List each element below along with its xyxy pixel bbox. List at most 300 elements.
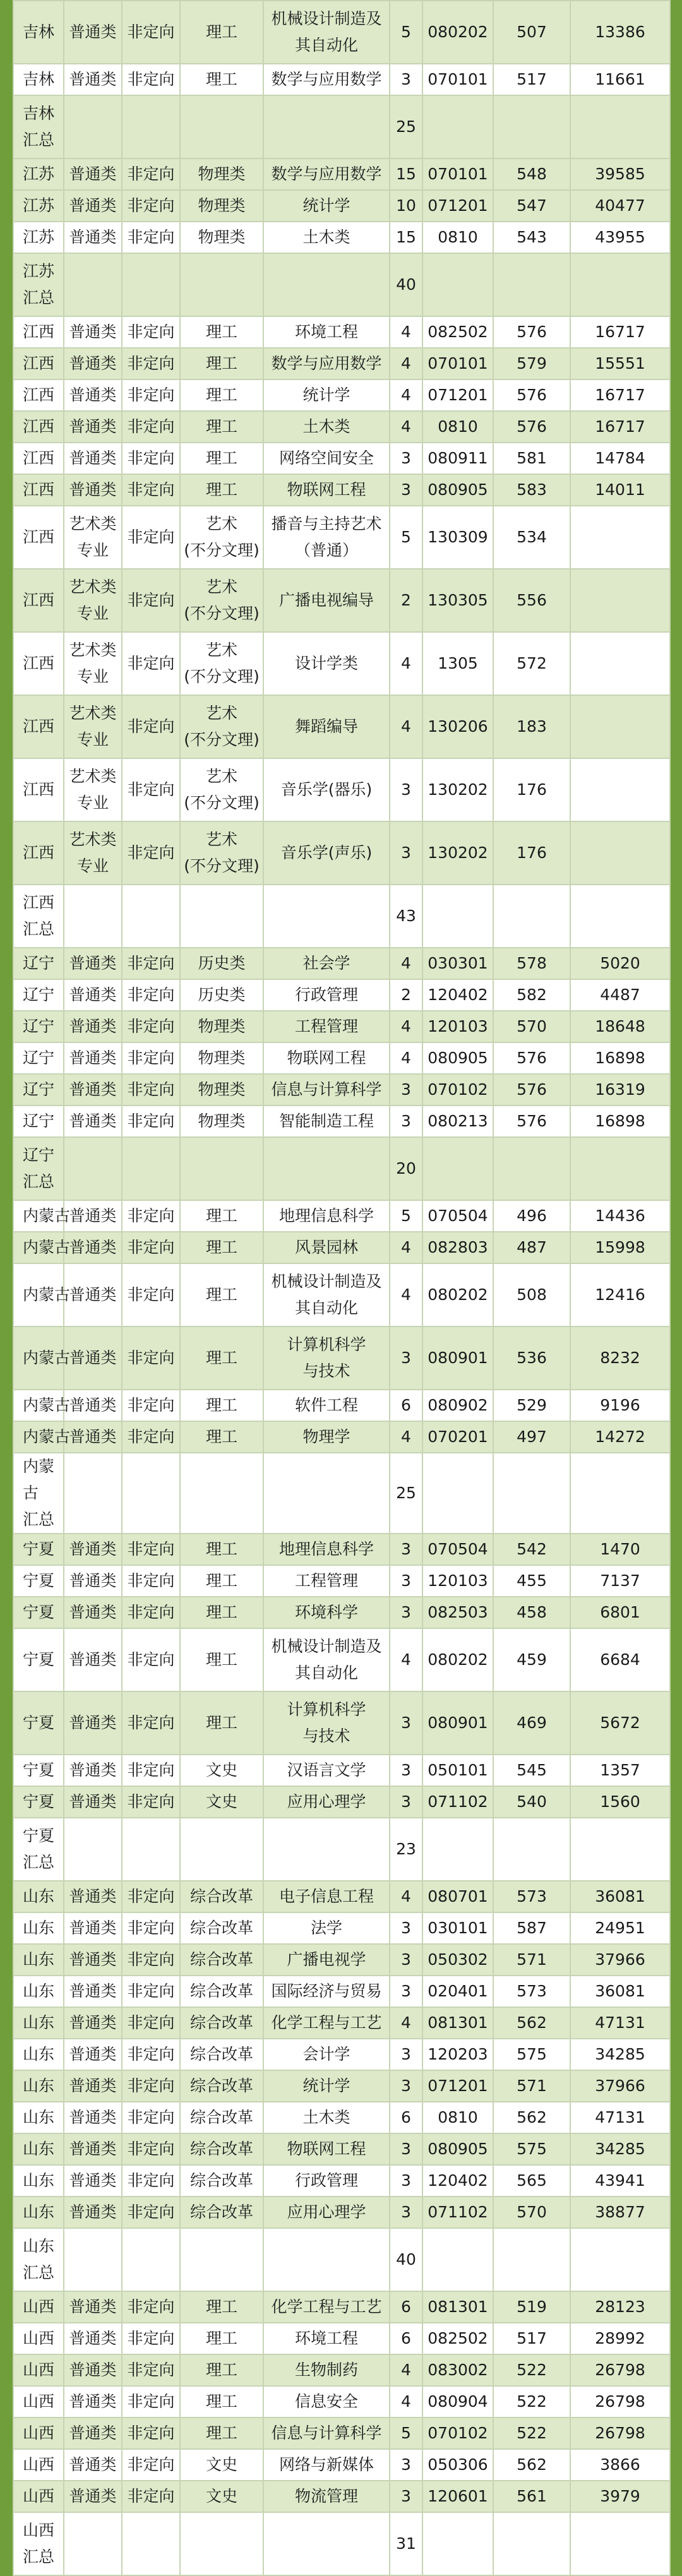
cell-category: 普通类: [64, 2197, 122, 2228]
cell-category: 普通类: [64, 1628, 122, 1691]
cell-score: 562: [493, 2007, 570, 2039]
cell-code: 130202: [422, 758, 493, 821]
cell-province: 江西: [13, 316, 64, 348]
cell-province: 山东: [13, 2133, 64, 2165]
cell-province: 江西: [13, 474, 64, 506]
cell-code: 0810: [422, 2102, 493, 2133]
cell-plan: 4: [390, 2386, 422, 2418]
cell-rank: 15998: [570, 1232, 670, 1263]
table-row: [13, 1390, 670, 1421]
cell-plan: 5: [390, 1200, 422, 1232]
cell-rank: 37966: [570, 1944, 670, 1976]
table-row: [13, 2386, 670, 2418]
cell-score: [493, 1818, 570, 1881]
cell-subject: 理工: [180, 1565, 263, 1597]
cell-score: 519: [493, 2291, 570, 2323]
cell-score: 570: [493, 2197, 570, 2228]
cell-category: 普通类: [64, 2133, 122, 2165]
cell-code: 050101: [422, 1755, 493, 1786]
cell-score: [493, 2228, 570, 2291]
cell-direction: 非定向: [122, 2418, 180, 2449]
cell-category: 普通类: [64, 2386, 122, 2418]
cell-score: 576: [493, 316, 570, 348]
table-row: [13, 2133, 670, 2165]
cell-subject: 物理类: [180, 1042, 263, 1074]
cell-province: 山西: [13, 2418, 64, 2449]
cell-category: 普通类: [64, 190, 122, 222]
cell-rank: 26798: [570, 2354, 670, 2386]
cell-rank: 3866: [570, 2449, 670, 2481]
cell-score: 562: [493, 2102, 570, 2133]
cell-plan: 3: [390, 64, 422, 95]
cell-major: 信息与计算科学: [263, 1074, 390, 1106]
cell-plan: 5: [390, 1, 422, 64]
cell-province: 山东: [13, 1881, 64, 1912]
cell-code: 082502: [422, 2323, 493, 2354]
cell-major: 物联网工程: [263, 2133, 390, 2165]
cell-score: 459: [493, 1628, 570, 1691]
cell-province-line: 汇总: [23, 920, 55, 938]
cell-code: 070201: [422, 1421, 493, 1453]
cell-score: 547: [493, 190, 570, 222]
cell-major: 物联网工程: [263, 1042, 390, 1074]
cell-direction: 非定向: [122, 1327, 180, 1390]
cell-major: [263, 1263, 390, 1327]
cell-category: 普通类: [64, 2165, 122, 2197]
cell-major: [263, 1691, 390, 1755]
cell-province: 吉林: [13, 64, 64, 95]
cell-major: [263, 2512, 390, 2575]
cell-code: 080701: [422, 1881, 493, 1912]
cell-code: 081301: [422, 2291, 493, 2323]
cell-rank: 26798: [570, 2386, 670, 2418]
cell-subject: 物理类: [180, 158, 263, 190]
cell-score: 548: [493, 158, 570, 190]
table-row: [13, 1, 670, 64]
cell-category: 普通类: [64, 2323, 122, 2354]
cell-major: 应用心理学: [263, 2197, 390, 2228]
cell-subject: 综合改革: [180, 2039, 263, 2070]
cell-rank: [570, 821, 670, 885]
cell-province: 江西: [13, 506, 64, 569]
cell-category: 普通类: [64, 1421, 122, 1453]
cell-plan: 4: [390, 2007, 422, 2039]
cell-direction: 非定向: [122, 1074, 180, 1106]
cell-rank: 1470: [570, 1534, 670, 1565]
cell-subject: 理工: [180, 2291, 263, 2323]
cell-category: 普通类: [64, 1263, 122, 1327]
cell-plan: 4: [390, 1881, 422, 1912]
cell-major-line: 与技术: [302, 1362, 350, 1380]
cell-major: 广播电视编导: [263, 569, 390, 632]
cell-rank: [570, 758, 670, 821]
cell-category: 普通类: [64, 979, 122, 1011]
cell-province: 宁夏: [13, 1597, 64, 1628]
cell-code: 130202: [422, 821, 493, 885]
cell-subject: 物理类: [180, 1074, 263, 1106]
cell-major: 音乐学(器乐): [263, 758, 390, 821]
cell-code: 030301: [422, 948, 493, 979]
cell-subject: [180, 695, 263, 758]
cell-plan: 2: [390, 979, 422, 1011]
table-row: [13, 474, 670, 506]
cell-direction: 非定向: [122, 695, 180, 758]
cell-code: 120103: [422, 1011, 493, 1042]
cell-major-line: 其自动化: [294, 1299, 358, 1317]
cell-code: 070101: [422, 348, 493, 379]
cell-plan: 5: [390, 2418, 422, 2449]
cell-plan: 3: [390, 2165, 422, 2197]
cell-plan: 15: [390, 222, 422, 253]
cell-province-line: 汇总: [23, 1853, 55, 1871]
cell-direction: [122, 95, 180, 158]
cell-plan: 3: [390, 1691, 422, 1755]
cell-plan: 3: [390, 2449, 422, 2481]
cell-major: 网络空间安全: [263, 443, 390, 474]
cell-subject-line: 艺术: [205, 704, 237, 722]
cell-code: 050306: [422, 2449, 493, 2481]
cell-direction: 非定向: [122, 2481, 180, 2512]
table-row: [13, 379, 670, 411]
cell-major: [263, 1628, 390, 1691]
cell-direction: 非定向: [122, 190, 180, 222]
cell-category: 普通类: [64, 2291, 122, 2323]
cell-major: 电子信息工程: [263, 1881, 390, 1912]
cell-category: [64, 758, 122, 821]
cell-direction: 非定向: [122, 569, 180, 632]
table-row: [13, 695, 670, 758]
cell-score: 496: [493, 1200, 570, 1232]
cell-direction: 非定向: [122, 632, 180, 695]
cell-direction: [122, 253, 180, 316]
cell-rank: 34285: [570, 2039, 670, 2070]
cell-province: 江西: [13, 348, 64, 379]
cell-major: [263, 1, 390, 64]
summary-row: [13, 95, 670, 158]
cell-plan: 20: [390, 1137, 422, 1200]
cell-rank: 16717: [570, 411, 670, 443]
table-row: [13, 2323, 670, 2354]
cell-direction: 非定向: [122, 316, 180, 348]
cell-subject: 物理类: [180, 222, 263, 253]
cell-category: 普通类: [64, 2418, 122, 2449]
table-row: [13, 2039, 670, 2070]
cell-plan: 3: [390, 1074, 422, 1106]
cell-rank: 8232: [570, 1327, 670, 1390]
cell-plan: 40: [390, 253, 422, 316]
cell-major: 软件工程: [263, 1390, 390, 1421]
cell-province: 江西: [13, 379, 64, 411]
cell-major: 土木类: [263, 2102, 390, 2133]
table-row: [13, 758, 670, 821]
summary-row: [13, 2512, 670, 2575]
cell-major: 数学与应用数学: [263, 158, 390, 190]
cell-major-line: 与技术: [302, 1727, 350, 1745]
cell-plan: 4: [390, 1011, 422, 1042]
cell-score: 517: [493, 64, 570, 95]
cell-province: 江西: [13, 758, 64, 821]
cell-category: 普通类: [64, 2102, 122, 2133]
cell-rank: 14436: [570, 1200, 670, 1232]
cell-province: 内蒙古: [13, 1200, 64, 1232]
cell-major: [263, 1137, 390, 1200]
cell-rank: 18648: [570, 1011, 670, 1042]
cell-subject: 综合改革: [180, 1881, 263, 1912]
cell-rank: 14784: [570, 443, 670, 474]
table-row: [13, 158, 670, 190]
cell-province: [13, 2512, 64, 2575]
cell-major: 风景园林: [263, 1232, 390, 1263]
cell-province: 辽宁: [13, 1011, 64, 1042]
table-row: [13, 222, 670, 253]
cell-score: 540: [493, 1786, 570, 1818]
cell-province: 山东: [13, 2197, 64, 2228]
cell-code: 080905: [422, 1042, 493, 1074]
cell-score: 529: [493, 1390, 570, 1421]
cell-major: 环境工程: [263, 2323, 390, 2354]
cell-major: [263, 885, 390, 948]
cell-category: [64, 506, 122, 569]
table-row: [13, 1691, 670, 1755]
cell-province: 辽宁: [13, 948, 64, 979]
cell-category: 普通类: [64, 1, 122, 64]
cell-major-line: 播音与主持艺术: [271, 515, 382, 533]
cell-code: 080905: [422, 2133, 493, 2165]
cell-major: 物流管理: [263, 2481, 390, 2512]
cell-code: 120103: [422, 1565, 493, 1597]
cell-category: [64, 632, 122, 695]
table-row: [13, 632, 670, 695]
cell-province: 山东: [13, 2007, 64, 2039]
cell-score: 578: [493, 948, 570, 979]
table-row: [13, 2481, 670, 2512]
table-row: [13, 1628, 670, 1691]
cell-category-line: 专业: [76, 667, 109, 686]
cell-province: 内蒙古: [13, 1421, 64, 1453]
cell-code: 120402: [422, 979, 493, 1011]
cell-rank: 5672: [570, 1691, 670, 1755]
cell-subject: [180, 253, 263, 316]
cell-code: 1305: [422, 632, 493, 695]
cell-direction: 非定向: [122, 2449, 180, 2481]
cell-rank: [570, 253, 670, 316]
cell-plan: 31: [390, 2512, 422, 2575]
cell-direction: 非定向: [122, 2102, 180, 2133]
cell-plan: 4: [390, 348, 422, 379]
cell-category: [64, 1453, 122, 1534]
table-row: [13, 1263, 670, 1327]
cell-major: 物理学: [263, 1421, 390, 1453]
cell-score: [493, 253, 570, 316]
cell-category: [64, 2512, 122, 2575]
cell-subject: [180, 2512, 263, 2575]
cell-plan: 3: [390, 2133, 422, 2165]
cell-category: 普通类: [64, 1565, 122, 1597]
cell-major: 舞蹈编导: [263, 695, 390, 758]
cell-province: 辽宁: [13, 979, 64, 1011]
cell-category: 普通类: [64, 1755, 122, 1786]
cell-score: 576: [493, 379, 570, 411]
cell-category: [64, 1818, 122, 1881]
cell-province: 内蒙古: [13, 1327, 64, 1390]
cell-subject: 理工: [180, 474, 263, 506]
cell-category: 普通类: [64, 948, 122, 979]
cell-province: 山西: [13, 2291, 64, 2323]
cell-rank: 6801: [570, 1597, 670, 1628]
cell-subject: 理工: [180, 2418, 263, 2449]
cell-subject: 理工: [180, 2354, 263, 2386]
cell-rank: 13386: [570, 1, 670, 64]
cell-major: 数学与应用数学: [263, 64, 390, 95]
cell-plan: 40: [390, 2228, 422, 2291]
cell-category: 普通类: [64, 1327, 122, 1390]
cell-subject: 理工: [180, 379, 263, 411]
cell-province-line: 山东: [23, 2237, 55, 2255]
cell-major: 工程管理: [263, 1565, 390, 1597]
cell-rank: [570, 95, 670, 158]
cell-code: 082502: [422, 316, 493, 348]
cell-code: 071201: [422, 190, 493, 222]
cell-rank: 34285: [570, 2133, 670, 2165]
cell-score: 581: [493, 443, 570, 474]
table-row: [13, 64, 670, 95]
cell-code: 120203: [422, 2039, 493, 2070]
cell-subject: 理工: [180, 316, 263, 348]
cell-province: 内蒙古: [13, 1232, 64, 1263]
cell-category: 普通类: [64, 64, 122, 95]
cell-score: 576: [493, 411, 570, 443]
cell-subject: [180, 569, 263, 632]
cell-category: 普通类: [64, 1786, 122, 1818]
cell-rank: 28992: [570, 2323, 670, 2354]
cell-direction: 非定向: [122, 1944, 180, 1976]
cell-major: 音乐学(声乐): [263, 821, 390, 885]
cell-plan: 3: [390, 2197, 422, 2228]
cell-category-line: 专业: [76, 857, 109, 875]
cell-code: 080901: [422, 1691, 493, 1755]
cell-direction: [122, 1453, 180, 1534]
cell-major: 社会学: [263, 948, 390, 979]
cell-province: [13, 1453, 64, 1534]
cell-score: 487: [493, 1232, 570, 1263]
cell-plan: 3: [390, 1327, 422, 1390]
cell-code: 070102: [422, 2418, 493, 2449]
cell-major: [263, 1818, 390, 1881]
cell-score: 176: [493, 821, 570, 885]
cell-score: 517: [493, 2323, 570, 2354]
cell-score: 562: [493, 2449, 570, 2481]
cell-category: 普通类: [64, 316, 122, 348]
cell-direction: 非定向: [122, 1263, 180, 1327]
cell-province-line: 山西: [23, 2521, 55, 2539]
cell-province: 吉林: [13, 1, 64, 64]
cell-direction: 非定向: [122, 1565, 180, 1597]
cell-subject: [180, 758, 263, 821]
cell-subject: [180, 506, 263, 569]
cell-category: 普通类: [64, 411, 122, 443]
cell-major-line: 其自动化: [294, 36, 358, 54]
cell-province: 江西: [13, 411, 64, 443]
cell-code: [422, 885, 493, 948]
cell-code: 080904: [422, 2386, 493, 2418]
cell-direction: 非定向: [122, 1390, 180, 1421]
cell-category: 普通类: [64, 1597, 122, 1628]
cell-subject: 理工: [180, 2323, 263, 2354]
cell-province: 江苏: [13, 222, 64, 253]
cell-rank: [570, 1453, 670, 1534]
cell-plan: 3: [390, 2039, 422, 2070]
summary-row: [13, 253, 670, 316]
cell-category: [64, 695, 122, 758]
summary-row: [13, 1137, 670, 1200]
cell-score: 543: [493, 222, 570, 253]
cell-subject: 文史: [180, 2449, 263, 2481]
cell-subject: 物理类: [180, 1011, 263, 1042]
cell-rank: 7137: [570, 1565, 670, 1597]
cell-plan: 4: [390, 632, 422, 695]
cell-major-line: 机械设计制造及: [271, 1637, 382, 1655]
cell-code: 071201: [422, 2070, 493, 2102]
cell-category-line: 专业: [76, 730, 109, 749]
summary-row: [13, 2228, 670, 2291]
cell-rank: 28123: [570, 2291, 670, 2323]
table-row: [13, 1565, 670, 1597]
cell-subject: [180, 632, 263, 695]
cell-direction: 非定向: [122, 821, 180, 885]
cell-direction: 非定向: [122, 2070, 180, 2102]
cell-major: 信息安全: [263, 2386, 390, 2418]
cell-rank: 6684: [570, 1628, 670, 1691]
cell-major: 法学: [263, 1912, 390, 1944]
cell-province: 江西: [13, 632, 64, 695]
cell-province-line: 汇总: [23, 131, 55, 149]
cell-subject: 物理类: [180, 190, 263, 222]
cell-direction: 非定向: [122, 1011, 180, 1042]
admissions-table: [13, 0, 671, 2576]
cell-category-line: 艺术类: [69, 641, 117, 659]
cell-subject-line: (不分文理): [184, 541, 260, 559]
cell-plan: 6: [390, 2291, 422, 2323]
cell-score: 183: [493, 695, 570, 758]
cell-category-line: 艺术类: [69, 704, 117, 722]
cell-category: 普通类: [64, 222, 122, 253]
cell-direction: 非定向: [122, 2007, 180, 2039]
cell-score: 497: [493, 1421, 570, 1453]
cell-category: 普通类: [64, 158, 122, 190]
cell-score: 571: [493, 2070, 570, 2102]
cell-plan: 3: [390, 2070, 422, 2102]
cell-plan: 25: [390, 95, 422, 158]
cell-category: 普通类: [64, 1042, 122, 1074]
cell-category-line: 专业: [76, 541, 109, 559]
summary-row: [13, 885, 670, 948]
cell-subject: 文史: [180, 1755, 263, 1786]
cell-subject-line: 艺术: [205, 641, 237, 659]
cell-subject: 理工: [180, 64, 263, 95]
cell-direction: 非定向: [122, 2133, 180, 2165]
cell-province-line: 内蒙古: [23, 1457, 55, 1502]
cell-province: 山东: [13, 2039, 64, 2070]
cell-direction: 非定向: [122, 2291, 180, 2323]
cell-rank: [570, 885, 670, 948]
cell-subject: 理工: [180, 1263, 263, 1327]
cell-rank: 39585: [570, 158, 670, 190]
cell-subject: 文史: [180, 1786, 263, 1818]
cell-direction: 非定向: [122, 474, 180, 506]
table-row: [13, 2449, 670, 2481]
table-row: [13, 2418, 670, 2449]
cell-direction: 非定向: [122, 1912, 180, 1944]
